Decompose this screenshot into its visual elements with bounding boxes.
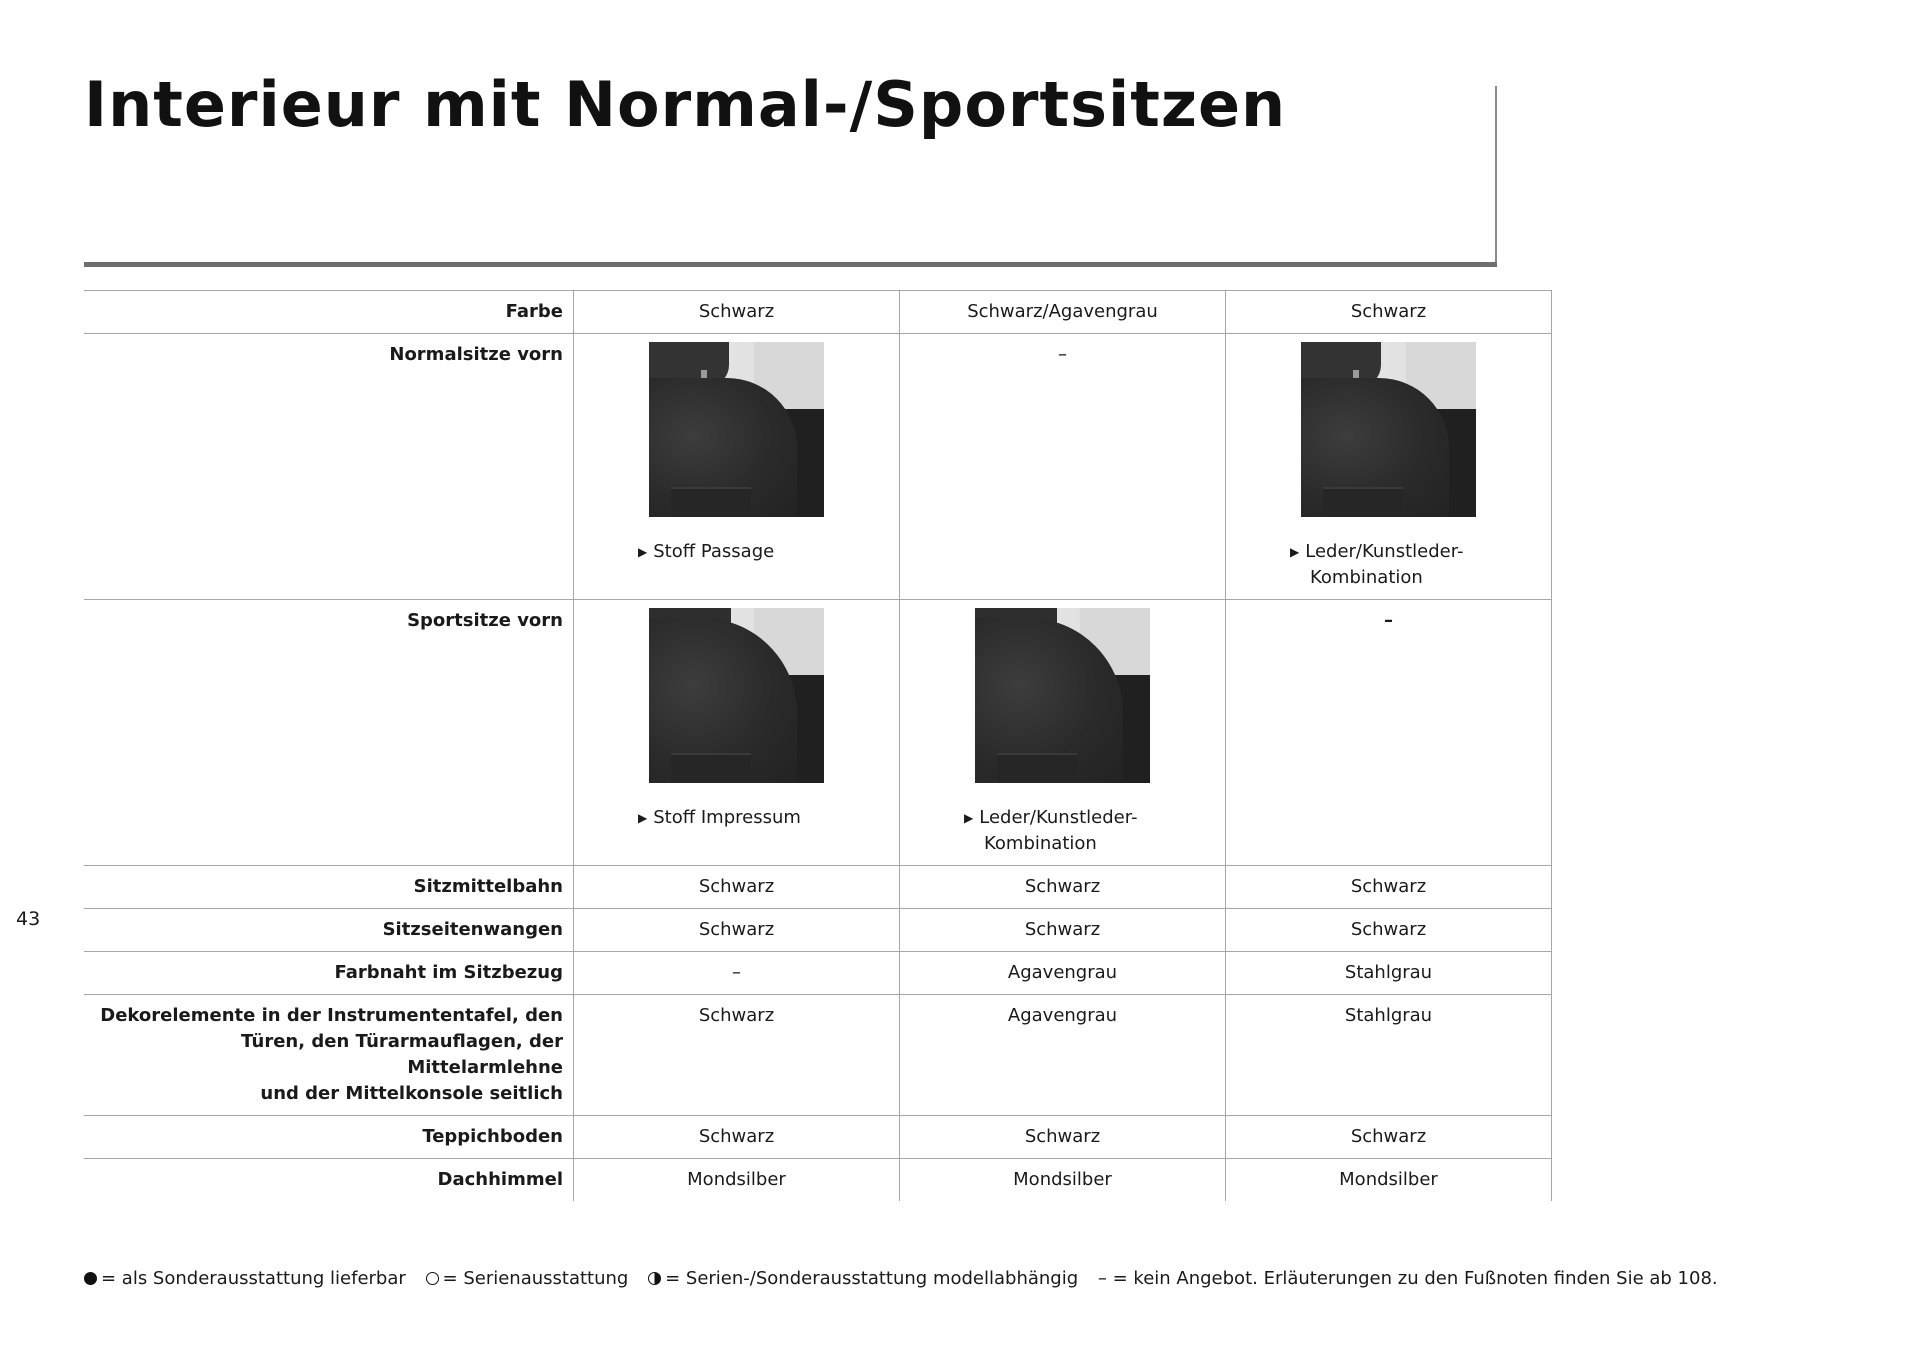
seat-image — [975, 608, 1150, 783]
row-label: Dachhimmel — [84, 1159, 574, 1202]
cell-sportsitze-col1 — [574, 600, 900, 866]
table-row-farbe — [84, 291, 1552, 334]
seat-image — [1301, 342, 1476, 517]
cell-value: Schwarz — [1226, 909, 1552, 952]
row-label: Sportsitze vorn — [84, 600, 574, 866]
row-label: Sitzmittelbahn — [84, 866, 574, 909]
horizontal-divider — [84, 262, 1497, 267]
cell-value: Agavengrau — [900, 995, 1226, 1116]
page-number: 43 — [16, 908, 41, 930]
caption-text: Leder/Kunstleder- — [979, 807, 1138, 828]
cell-value: Schwarz/Agavengrau — [900, 291, 1226, 334]
seat-caption — [964, 805, 1219, 857]
triangle-right-icon: ▶ — [964, 811, 974, 825]
legend-item-kein: – = kein Angebot. Erläuterungen zu den Fußnoten finden Sie ab 108. — [1097, 1268, 1718, 1289]
legend-item-sonder — [84, 1268, 406, 1289]
cell-normalsitze-col3 — [1226, 334, 1552, 600]
row-label: Normalsitze vorn — [84, 334, 574, 600]
cell-value: Schwarz — [574, 995, 900, 1116]
seat-image — [649, 608, 824, 783]
row-label-line: Dekorelemente in der Instrumententafel, den — [100, 1005, 563, 1026]
cell-value: Schwarz — [574, 291, 900, 334]
cell-value: Schwarz — [900, 909, 1226, 952]
table-row — [84, 909, 1552, 952]
cell-value: Schwarz — [900, 1116, 1226, 1159]
legend-text: = Serien-/Sonderausstattung modellabhängig — [665, 1268, 1079, 1289]
table-row-sportsitze — [84, 600, 1552, 866]
cell-value: – — [574, 952, 900, 995]
row-label: Farbe — [84, 291, 574, 334]
table-row — [84, 995, 1552, 1116]
row-label-line: Türen, den Türarmauflagen, der Mittelarmlehne — [240, 1031, 563, 1078]
seat-caption — [1290, 539, 1545, 591]
row-label: Teppichboden — [84, 1116, 574, 1159]
vertical-divider — [1495, 86, 1497, 266]
interior-spec-table — [84, 290, 1552, 1201]
legend — [84, 1268, 1732, 1289]
empty-circle-icon — [426, 1272, 439, 1285]
table-row — [84, 866, 1552, 909]
cell-value: Schwarz — [574, 1116, 900, 1159]
cell-value: Schwarz — [900, 866, 1226, 909]
cell-sportsitze-col2 — [900, 600, 1226, 866]
cell-value: Mondsilber — [574, 1159, 900, 1202]
table-row-normalsitze — [84, 334, 1552, 600]
cell-value: Stahlgrau — [1226, 995, 1552, 1116]
row-label: Farbnaht im Sitzbezug — [84, 952, 574, 995]
row-label: Sitzseitenwangen — [84, 909, 574, 952]
table-row — [84, 1159, 1552, 1202]
seat-caption — [638, 805, 893, 831]
cell-value: Stahlgrau — [1226, 952, 1552, 995]
cell-value: – — [900, 334, 1226, 600]
row-label — [84, 995, 574, 1116]
triangle-right-icon: ▶ — [638, 811, 648, 825]
cell-value: Schwarz — [1226, 866, 1552, 909]
caption-text: Kombination — [1310, 567, 1423, 588]
cell-value: Schwarz — [574, 866, 900, 909]
cell-normalsitze-col1 — [574, 334, 900, 600]
triangle-right-icon: ▶ — [1290, 545, 1300, 559]
filled-circle-icon — [84, 1272, 97, 1285]
caption-text: Stoff Passage — [653, 541, 775, 562]
legend-item-serie — [426, 1268, 629, 1289]
half-circle-icon — [648, 1272, 661, 1285]
caption-text: Leder/Kunstleder- — [1305, 541, 1464, 562]
triangle-right-icon: ▶ — [638, 545, 648, 559]
row-label-line: und der Mittelkonsole seitlich — [260, 1083, 563, 1104]
legend-text: = Serienausstattung — [442, 1268, 629, 1289]
seat-caption — [638, 539, 893, 565]
caption-text: Kombination — [984, 833, 1097, 854]
cell-value: Schwarz — [574, 909, 900, 952]
page-title: Interieur mit Normal-/Sportsitzen — [84, 68, 1287, 141]
table-row — [84, 1116, 1552, 1159]
legend-item-modell — [648, 1268, 1078, 1289]
cell-value: Mondsilber — [1226, 1159, 1552, 1202]
table-row — [84, 952, 1552, 995]
cell-value: Agavengrau — [900, 952, 1226, 995]
cell-value: – — [1226, 600, 1552, 866]
seat-image — [649, 342, 824, 517]
caption-text: Stoff Impressum — [653, 807, 801, 828]
cell-value: Schwarz — [1226, 1116, 1552, 1159]
cell-value: Mondsilber — [900, 1159, 1226, 1202]
legend-text: = als Sonderausstattung lieferbar — [101, 1268, 406, 1289]
cell-value: Schwarz — [1226, 291, 1552, 334]
